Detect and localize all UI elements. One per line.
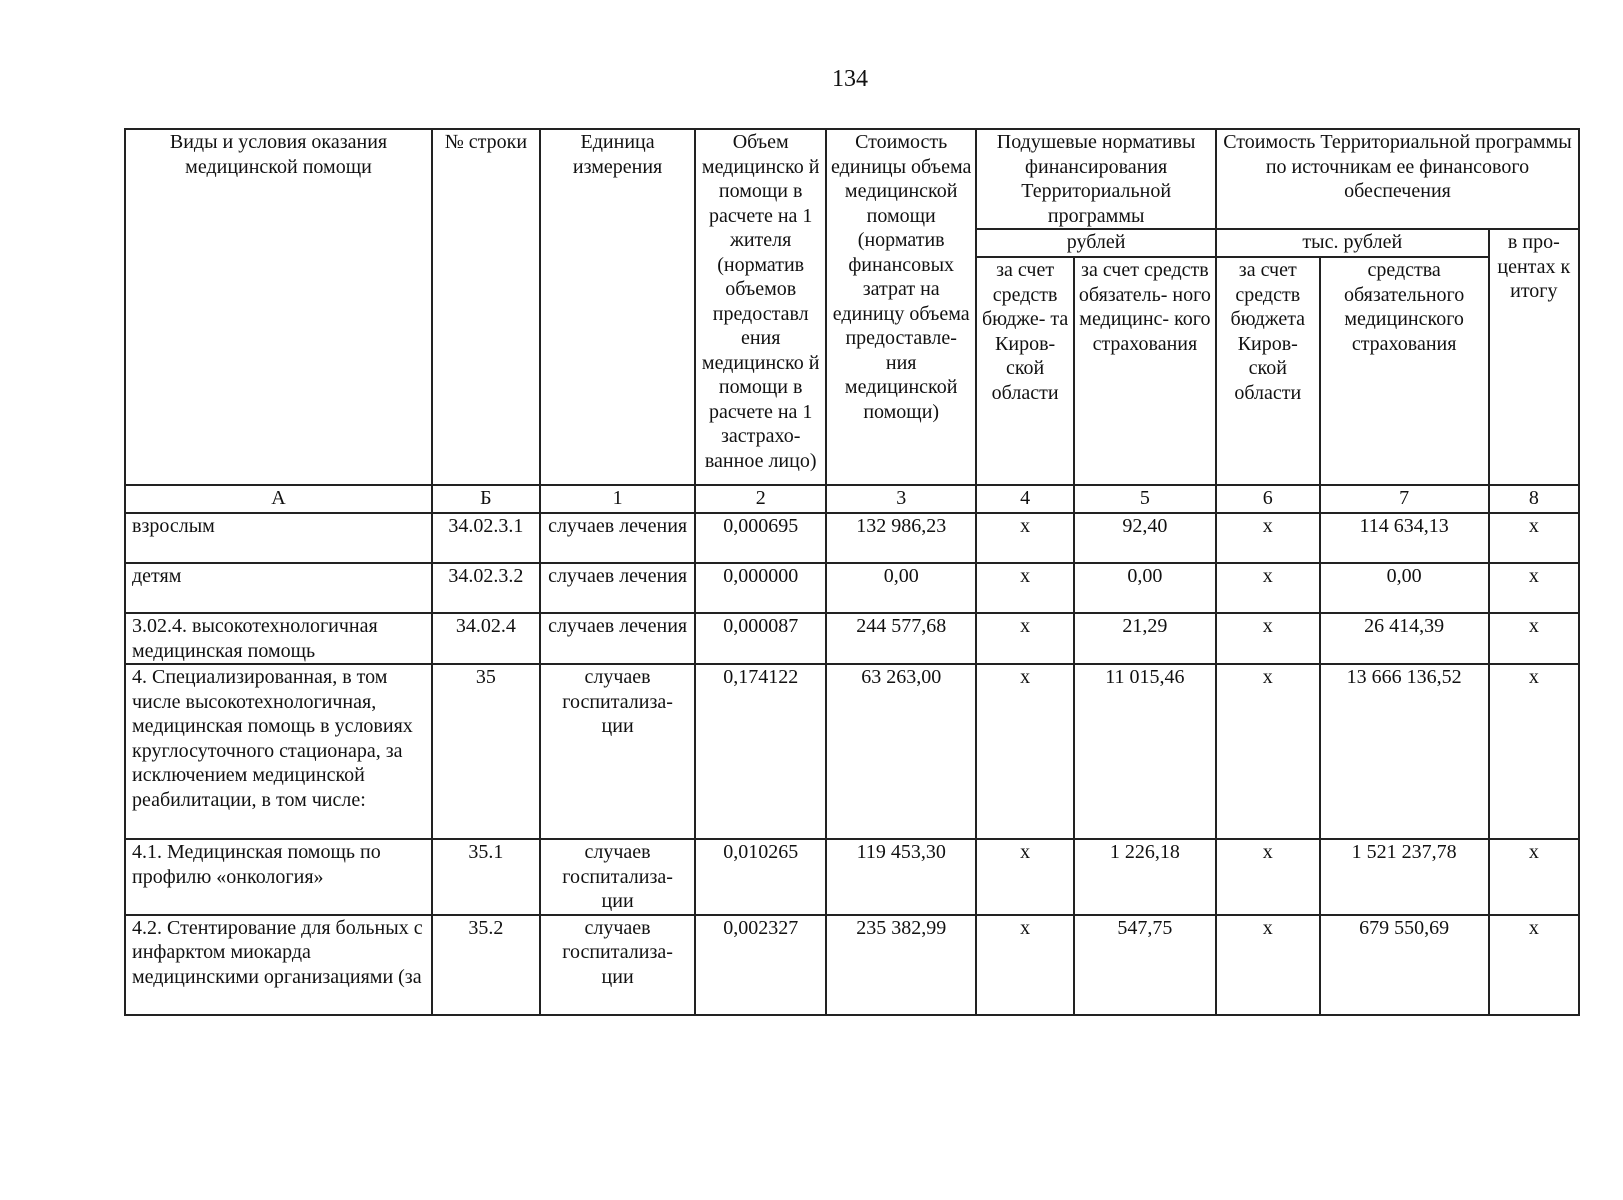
row-col-7: 1 521 237,78: [1320, 839, 1489, 915]
row-name: детям: [125, 563, 432, 613]
row-col-8: х: [1489, 664, 1579, 839]
header-col-1: Единица измерения: [540, 129, 696, 485]
row-col-4: х: [976, 613, 1073, 664]
index-cell: 6: [1216, 485, 1320, 513]
row-col-5: 92,40: [1074, 513, 1216, 563]
row-cost: 235 382,99: [826, 915, 976, 1015]
table-row: [125, 915, 1579, 1015]
row-unit: случаев лечения: [540, 513, 696, 563]
row-col-6: х: [1216, 839, 1320, 915]
row-name: взрослым: [125, 513, 432, 563]
row-name: 4. Специализированная, в том числе высокотехнологичная, медицинская помощь в условиях круглосуточного стационара, за исключением медицинской реабилитации, в том числе:: [125, 664, 432, 839]
row-col-7: 26 414,39: [1320, 613, 1489, 664]
row-col-6: х: [1216, 563, 1320, 613]
row-cost: 132 986,23: [826, 513, 976, 563]
row-col-4: х: [976, 915, 1073, 1015]
row-col-8: х: [1489, 513, 1579, 563]
row-unit: случаев лечения: [540, 563, 696, 613]
header-col-a: Виды и условия оказания медицинской помощи: [125, 129, 432, 485]
row-col-4: х: [976, 839, 1073, 915]
header-col-4: за счет средств бюдже- та Киров- ской области: [976, 257, 1073, 485]
table-row: [125, 513, 1579, 563]
table-row: [125, 613, 1579, 664]
row-col-8: х: [1489, 563, 1579, 613]
header-col-2: Объем медицинско й помощи в расчете на 1 жителя (норматив объемов предоставл ения медицинско й помощи в расчете на 1 застрахо- ванное лицо): [695, 129, 826, 485]
row-volume: 0,174122: [695, 664, 826, 839]
row-col-5: 11 015,46: [1074, 664, 1216, 839]
row-col-8: х: [1489, 839, 1579, 915]
header-col-3: Стоимость единицы объема медицинской помощи (норматив финансовых затрат на единицу объема предоставле- ния медицинской помощи): [826, 129, 976, 485]
index-cell: 8: [1489, 485, 1579, 513]
page-number: 134: [832, 66, 868, 92]
header-group-per-capita: Подушевые нормативы финансирования Территориальной программы: [976, 129, 1216, 229]
row-col-8: х: [1489, 613, 1579, 664]
row-unit: случаев госпитализа- ции: [540, 915, 696, 1015]
header-cost-unit: тыс. рублей: [1216, 229, 1489, 257]
header-col-b: № строки: [432, 129, 540, 485]
index-cell: 5: [1074, 485, 1216, 513]
row-code: 35: [432, 664, 540, 839]
row-col-5: 547,75: [1074, 915, 1216, 1015]
header-row-1: [125, 129, 1579, 229]
header-col-6: за счет средств бюджета Киров- ской области: [1216, 257, 1320, 485]
table-row: [125, 664, 1579, 839]
row-unit: случаев госпитализа- ции: [540, 839, 696, 915]
row-col-8: х: [1489, 915, 1579, 1015]
index-cell: 7: [1320, 485, 1489, 513]
row-volume: 0,010265: [695, 839, 826, 915]
table-row: [125, 563, 1579, 613]
index-cell: Б: [432, 485, 540, 513]
index-cell: А: [125, 485, 432, 513]
index-cell: 4: [976, 485, 1073, 513]
row-unit: случаев госпитализа- ции: [540, 664, 696, 839]
row-name: 4.2. Стентирование для больных с инфарктом миокарда медицинскими организациями (за: [125, 915, 432, 1015]
row-col-6: х: [1216, 513, 1320, 563]
row-code: 35.2: [432, 915, 540, 1015]
index-cell: 3: [826, 485, 976, 513]
header-group-cost: Стоимость Территориальной программы по источникам ее финансового обеспечения: [1216, 129, 1579, 229]
row-code: 34.02.4: [432, 613, 540, 664]
row-col-5: 0,00: [1074, 563, 1216, 613]
row-code: 35.1: [432, 839, 540, 915]
row-name: 3.02.4. высокотехнологичная медицинская помощь: [125, 613, 432, 664]
row-col-5: 1 226,18: [1074, 839, 1216, 915]
row-col-4: х: [976, 563, 1073, 613]
row-volume: 0,000695: [695, 513, 826, 563]
row-col-7: 114 634,13: [1320, 513, 1489, 563]
row-volume: 0,000000: [695, 563, 826, 613]
index-row: [125, 485, 1579, 513]
header-col-8: в про- центах к итогу: [1489, 229, 1579, 485]
row-volume: 0,000087: [695, 613, 826, 664]
row-code: 34.02.3.2: [432, 563, 540, 613]
index-cell: 2: [695, 485, 826, 513]
table-row: [125, 839, 1579, 915]
row-cost: 63 263,00: [826, 664, 976, 839]
row-cost: 0,00: [826, 563, 976, 613]
index-cell: 1: [540, 485, 696, 513]
row-col-6: х: [1216, 915, 1320, 1015]
row-name: 4.1. Медицинская помощь по профилю «онкология»: [125, 839, 432, 915]
row-col-7: 0,00: [1320, 563, 1489, 613]
header-col-5: за счет средств обязатель- ного медицинс- кого страхования: [1074, 257, 1216, 485]
row-col-4: х: [976, 513, 1073, 563]
row-volume: 0,002327: [695, 915, 826, 1015]
financing-table: [124, 128, 1580, 1016]
row-cost: 244 577,68: [826, 613, 976, 664]
row-col-6: х: [1216, 613, 1320, 664]
row-code: 34.02.3.1: [432, 513, 540, 563]
header-col-7: средства обязательного медицинского страхования: [1320, 257, 1489, 485]
row-col-7: 13 666 136,52: [1320, 664, 1489, 839]
row-cost: 119 453,30: [826, 839, 976, 915]
header-per-capita-unit: рублей: [976, 229, 1216, 257]
row-col-5: 21,29: [1074, 613, 1216, 664]
row-col-4: х: [976, 664, 1073, 839]
row-col-6: х: [1216, 664, 1320, 839]
row-unit: случаев лечения: [540, 613, 696, 664]
row-col-7: 679 550,69: [1320, 915, 1489, 1015]
